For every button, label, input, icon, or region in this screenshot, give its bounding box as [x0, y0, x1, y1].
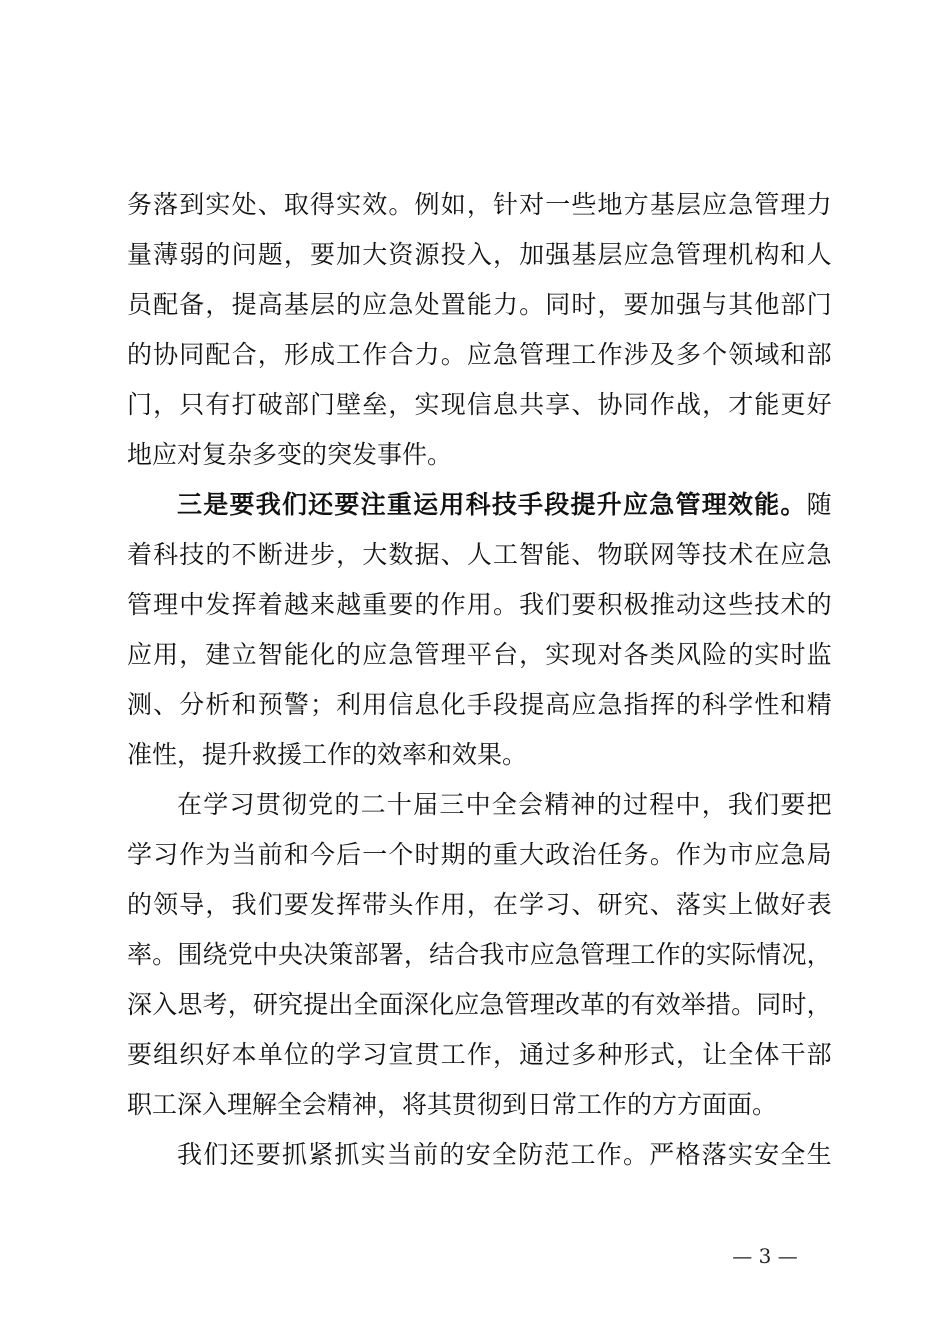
text-line: 职工深入理解全会精神，将其贯彻到日常工作的方方面面。 [127, 1090, 778, 1119]
document-body [127, 180, 832, 1180]
text-line: 务 落 到 实 处 、 取 得 实 效 。 例 如 ， 针 对 一 些 地 方 基 层 应 急 管 理 力 [127, 190, 832, 219]
text-line: 测 、 分 析 和 预 警 ； 利 用 信 息 化 手 段 提 高 应 急 指 挥 的 科 学 性 和 精 [127, 690, 832, 719]
text-line: 员 配 备 ， 提 高 基 层 的 应 急 处 置 能 力 。 同 时 ， 要 加 强 与 其 他 部 门 [127, 290, 832, 319]
text-line: 在 学 习 贯 彻 党 的 二 十 届 三 中 全 会 精 神 的 过 程 中 ， 我 们 要 把 [177, 790, 832, 819]
text-line: 应 用 ， 建 立 智 能 化 的 应 急 管 理 平 台 ， 实 现 对 各 类 风 险 的 实 时 监 [127, 640, 832, 669]
text-line: 深 入 思 考 ， 研 究 提 出 全 面 深 化 应 急 管 理 改 革 的 有 效 举 措 。 同 时 ， [127, 990, 832, 1019]
text-line: 的 协 同 配 合 ， 形 成 工 作 合 力 。 应 急 管 理 工 作 涉 及 多 个 领 域 和 部 [127, 340, 832, 369]
text-line: 要 组 织 好 本 单 位 的 学 习 宣 贯 工 作 ， 通 过 多 种 形 式 ， 让 全 体 干 部 [127, 1040, 832, 1069]
text-line: 的 领 导 ， 我 们 要 发 挥 带 头 作 用 ， 在 学 习 、 研 究 、 落 实 上 做 好 表 [127, 890, 832, 919]
text-line: 着 科 技 的 不 断 进 步 ， 大 数 据 、 人 工 智 能 、 物 联 网 等 技 术 在 应 急 [127, 540, 832, 569]
text-line: 门 ， 只 有 打 破 部 门 壁 垒 ， 实 现 信 息 共 享 、 协 同 作 战 ， 才 能 更 好 [127, 390, 832, 419]
paragraph-heading-line: 三 是 要 我 们 还 要 注 重 运 用 科 技 手 段 提 升 应 急 管 理 效 能 。 随 [177, 490, 832, 519]
text-line: 我 们 还 要 抓 紧 抓 实 当 前 的 安 全 防 范 工 作 。 严 格 落 实 安 全 生 [177, 1140, 832, 1169]
text-line: 量 薄 弱 的 问 题 ， 要 加 大 资 源 投 入 ， 加 强 基 层 应 急 管 理 机 构 和 人 [127, 240, 832, 269]
text-line: 地应对复杂多变的突发事件。 [127, 440, 453, 469]
text-line: 率 。 围 绕 党 中 央 决 策 部 署 ， 结 合 我 市 应 急 管 理 工 作 的 实 际 情 况 ， [127, 940, 832, 969]
text-line: 学 习 作 为 当 前 和 今 后 一 个 时 期 的 重 大 政 治 任 务 。 作 为 市 应 急 局 [127, 840, 832, 869]
text-line: 管 理 中 发 挥 着 越 来 越 重 要 的 作 用 。 我 们 要 积 极 推 动 这 些 技 术 的 [127, 590, 832, 619]
text-line: 准性，提升救援工作的效率和效果。 [127, 740, 528, 769]
page-number: — 3 — [732, 1244, 798, 1268]
